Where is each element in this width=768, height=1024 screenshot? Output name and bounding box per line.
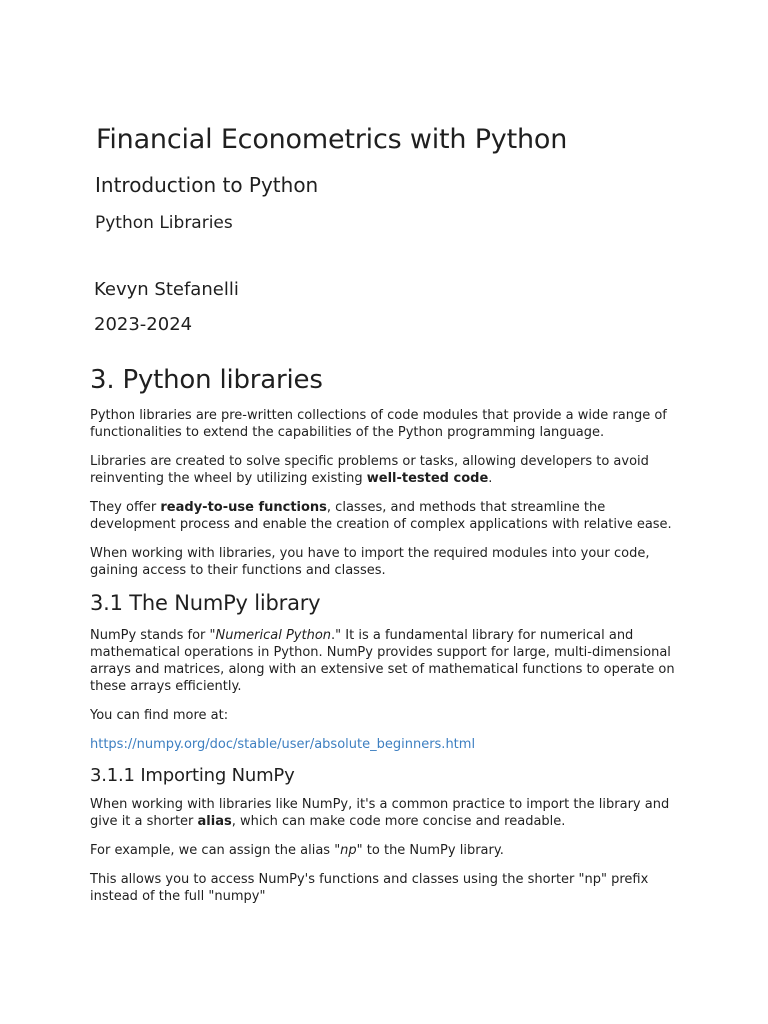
bold-text: ready-to-use functions: [160, 500, 327, 515]
text-run: NumPy stands for ": [90, 628, 216, 643]
bold-text: well-tested code: [366, 471, 489, 486]
text-run: When working with libraries like NumPy, it's a common practice to import the library and give it a shorter: [90, 797, 670, 829]
text-run: They offer: [90, 500, 161, 515]
paragraph-importing-alias: [90, 796, 690, 830]
paragraph-libraries-intro: Python libraries are pre-written collections of code modules that provide a wide range of functionalities to extend the capabilities of the Python programming language.: [90, 408, 667, 440]
section-heading-importing-numpy: 3.1.1 Importing NumPy: [90, 765, 295, 786]
document-body: [90, 365, 690, 917]
document-title: Financial Econometrics with Python: [96, 124, 568, 155]
document-date: 2023-2024: [94, 314, 193, 335]
text-run: Libraries are created to solve specific problems or tasks, allowing developers to avoid reinventing the wheel by utilizing existing: [90, 454, 649, 486]
document-subtitle: Introduction to Python: [95, 173, 319, 197]
author-name: Kevyn Stefanelli: [94, 279, 239, 300]
paragraph-libraries-import: When working with libraries, you have to import the required modules into your code, gaining access to their functions and classes.: [90, 546, 650, 578]
text-run: , classes, and methods that streamline the development process and enable the creation of complex applications with relative ease.: [90, 500, 672, 532]
paragraph-alias-access: This allows you to access NumPy's functions and classes using the shorter "np" prefix instead of the full "numpy": [90, 872, 649, 904]
document-subsubtitle: Python Libraries: [95, 213, 233, 233]
bold-text: alias: [197, 814, 232, 829]
text-run: For example, we can assign the alias ": [90, 843, 341, 858]
paragraph-link: [90, 736, 690, 753]
paragraph-libraries-offer: [90, 499, 690, 533]
text-run: .: [488, 471, 493, 486]
paragraph-alias-example: [90, 842, 690, 859]
section-heading-libraries: 3. Python libraries: [90, 365, 323, 395]
paragraph-find-more: You can find more at:: [90, 708, 229, 723]
text-run: ." It is a fundamental library for numerical and mathematical operations in Python. NumPy provides support for large, multi-dimensional arrays and matrices, along with an extensive set of mathematical functions to operate on these arrays efficiently.: [90, 628, 675, 694]
italic-text: np: [340, 843, 357, 858]
italic-text: Numerical Python: [215, 628, 332, 643]
paragraph-libraries-purpose: [90, 453, 690, 487]
text-run: " to the NumPy library.: [356, 843, 504, 858]
section-heading-numpy: 3.1 The NumPy library: [90, 591, 321, 615]
paragraph-numpy-intro: [90, 627, 690, 695]
numpy-docs-link[interactable]: https://numpy.org/doc/stable/user/absolute_beginners.html: [90, 737, 476, 752]
text-run: , which can make code more concise and readable.: [231, 814, 566, 829]
